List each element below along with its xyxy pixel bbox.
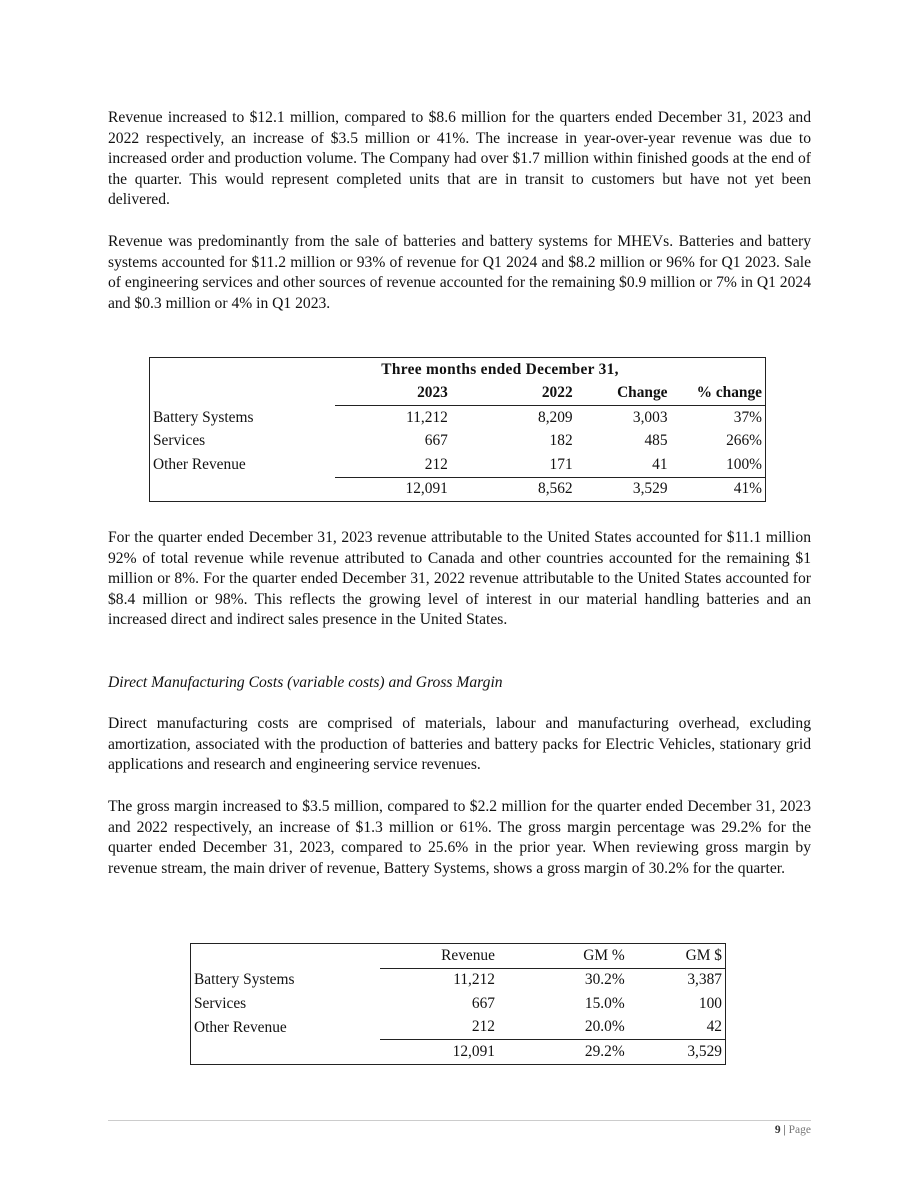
table-cell: 171 xyxy=(549,455,573,473)
table-row xyxy=(191,1016,726,1040)
total-cell: 12,091 xyxy=(380,1040,498,1065)
table-cell: 212 xyxy=(471,1018,495,1036)
row-label: Battery Systems xyxy=(153,408,254,426)
column-header: % change xyxy=(671,382,766,406)
table-cell: 15.0% xyxy=(584,994,625,1012)
column-header: 2022 xyxy=(451,382,576,406)
total-cell: 12,091 xyxy=(335,477,451,502)
table-cell: 20.0% xyxy=(584,1018,625,1036)
row-label: Battery Systems xyxy=(194,971,295,988)
table-cell: 3,387 xyxy=(687,971,722,989)
column-header: Revenue xyxy=(380,944,498,969)
table-row xyxy=(191,968,726,992)
table-total-row xyxy=(150,477,766,502)
table-cell: 41 xyxy=(652,455,668,473)
table-cell: 667 xyxy=(471,994,495,1012)
total-cell: 3,529 xyxy=(628,1040,726,1065)
gross-margin-paragraph: The gross margin increased to $3.5 million, compared to $2.2 million for the quarter ended December 31, 2023 and 2022 respectively, an increase of $1.3 million or 61%. The gross margin percentage was 29.2% for the quarter ended December 31, 2023, compared to 25.6% in the prior year. When reviewing gross margin by revenue stream, the main driver of revenue, Battery Systems, shows a gross margin of 30.2% for the quarter. xyxy=(108,798,811,877)
table-cell: 42 xyxy=(706,1018,722,1036)
column-header: 2023 xyxy=(335,382,451,406)
table-cell: 8,209 xyxy=(538,408,573,426)
row-label: Services xyxy=(153,432,206,450)
table-cell: 11,212 xyxy=(453,971,495,989)
footer-separator: | xyxy=(780,1124,789,1136)
table-cell: 212 xyxy=(424,455,448,473)
table-header-row xyxy=(191,944,726,969)
column-header: GM % xyxy=(498,944,628,969)
table-cell: 100% xyxy=(726,455,762,473)
geography-paragraph: For the quarter ended December 31, 2023 revenue attributable to the United States accounted for $11.1 million 92% of total revenue while revenue attributed to Canada and other countries accounted for the remaining $1 million or 8%. For the quarter ended December 31, 2022 revenue attributable to the United States accounted for $8.4 million or 98%. This reflects the growing level of interest in our material handling batteries and an increased direct and indirect sales presence in the United States. xyxy=(108,529,811,629)
total-cell: 29.2% xyxy=(498,1040,628,1065)
table-cell: 37% xyxy=(733,408,762,426)
total-cell: 8,562 xyxy=(451,477,576,502)
gross-margin-table xyxy=(190,943,726,1065)
total-cell: 3,529 xyxy=(576,477,671,502)
table-header-row xyxy=(150,382,766,406)
revenue-source-paragraph: Revenue was predominantly from the sale of batteries and battery systems for MHEVs. Batteries and battery systems accounted for $11.2 million or 93% of revenue for Q1 2024 and $8.2 million or 96% for Q1 2023. Sale of engineering services and other sources of revenue accounted for the remaining $0.9 million or 7% in Q1 2024 and $0.3 million or 4% in Q1 2023. xyxy=(108,233,811,312)
table-cell: 266% xyxy=(726,432,762,450)
section-heading: Direct Manufacturing Costs (variable costs) and Gross Margin xyxy=(108,674,503,691)
revenue-table xyxy=(149,357,766,502)
table-title-row xyxy=(150,358,766,382)
row-label: Other Revenue xyxy=(153,456,246,473)
costs-paragraph: Direct manufacturing costs are comprised of materials, labour and manufacturing overhead, excluding amortization, associated with the production of batteries and battery packs for Electric Vehicles, stationary grid applications and research and engineering service revenues. xyxy=(108,715,811,774)
table-row xyxy=(150,453,766,477)
column-header: GM $ xyxy=(628,944,726,969)
table-cell: 100 xyxy=(698,994,722,1012)
page-label: Page xyxy=(788,1124,811,1136)
table-cell: 485 xyxy=(644,432,668,450)
total-cell: 41% xyxy=(671,477,766,502)
row-label: Other Revenue xyxy=(194,1018,287,1036)
page-footer xyxy=(775,1124,811,1136)
table-cell: 30.2% xyxy=(584,971,625,989)
table-title: Three months ended December 31, xyxy=(381,360,619,378)
page-number: 9 xyxy=(774,1124,781,1136)
table-row xyxy=(150,430,766,454)
table-total-row xyxy=(191,1040,726,1065)
footer-divider xyxy=(108,1120,811,1121)
table-cell: 182 xyxy=(549,432,573,450)
table-row xyxy=(150,406,766,430)
table-row xyxy=(191,992,726,1016)
row-label: Services xyxy=(194,994,247,1012)
table-cell: 3,003 xyxy=(632,408,668,426)
table-cell: 11,212 xyxy=(406,408,448,426)
table-cell: 667 xyxy=(424,432,448,450)
column-header: Change xyxy=(576,382,671,406)
revenue-paragraph: Revenue increased to $12.1 million, compared to $8.6 million for the quarters ended December 31, 2023 and 2022 respectively, an increase of $3.5 million or 41%. The increase in year-over-year revenue was due to increased order and production volume. The Company had over $1.7 million within finished goods at the end of the quarter. This would represent completed units that are in transit to customers but have not yet been delivered. xyxy=(108,109,811,209)
